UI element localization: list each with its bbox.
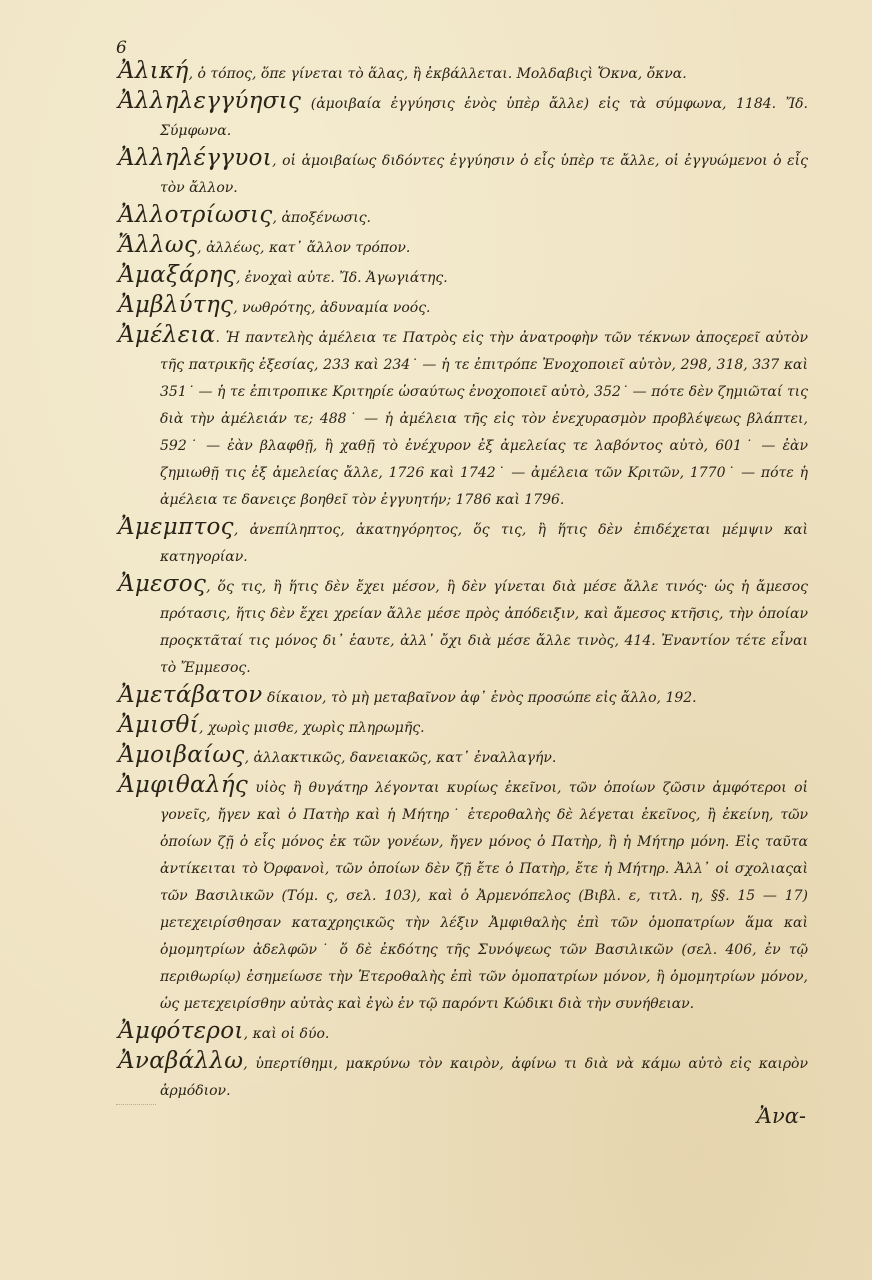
headword: Ἀμοιβαίως <box>118 742 245 768</box>
dictionary-entry: Ἀμαξάρης, ἐνοχαὶ αὐτε. Ἴδ. Ἀγωγιάτης. <box>118 262 448 288</box>
dictionary-entry: Ἄλλως, ἀλλέως, κατ᾽ ἄλλον τρόπον. <box>118 232 411 258</box>
headword: Ἀλληλεγγύησις <box>118 88 302 114</box>
headword: Ἀμαξάρης <box>118 262 236 288</box>
dictionary-entry: Ἀναβάλλω, ὑπερτίθημι, μακρύνω τὸν καιρὸν, ἀφίνω τι διὰ νὰ κάμω αὐτὸ εἰς καιρὸν ἁρμόδιον. <box>118 1048 808 1099</box>
dictionary-entry: Ἀλλοτρίωσις, ἀποξένωσις. <box>118 202 372 228</box>
dictionary-entry: Ἀμεσος, ὅς τις, ἢ ἥτις δὲν ἔχει μέσον, ἢ δὲν γίνεται διὰ μέσε ἄλλε τινός· ὡς ἡ ἄμεσος πρότασις, ἥτις δὲν ἔχει χρείαν ἄλλε μέσε πρὸς ἀπόδειξιν, καὶ ἄμεσος κτῆσις, τὴν ὁποίαν προςκτᾶταί τις μόνος δι᾽ ἑαυτε, ἀλλ᾽ ὄχι διὰ μέσε ἄλλε τινὸς, 414. Ἐναντίον τέτε εἶναι τὸ Ἔμμεσος. <box>118 571 809 676</box>
headword: Ἀλική <box>118 58 189 84</box>
headword: Ἀμεσος <box>118 571 207 597</box>
headword: Ἀμφότεροι <box>118 1018 244 1044</box>
headword: Ἀμετάβατον <box>118 682 263 708</box>
dictionary-entry: Ἀλληλέγγυοι, οἱ ἀμοιβαίως διδόντες ἐγγύησιν ὁ εἷς ὑπὲρ τε ἄλλε, οἱ ἐγγυώμενοι ὁ εἷς τὸν ἄλλον. <box>118 145 808 196</box>
definition: οἱ ἀμοιβαίως διδόντες ἐγγύησιν ὁ εἷς ὑπὲρ τε ἄλλε, οἱ ἐγγυώμενοι ὁ εἷς τὸν ἄλλον. <box>160 153 808 196</box>
definition: ἐνοχαὶ αὐτε. Ἴδ. Ἀγωγιάτης. <box>244 270 448 286</box>
definition: καὶ οἱ δύο. <box>252 1026 330 1042</box>
definition: (ἀμοιβαία ἐγγύησις ἑνὸς ὑπὲρ ἄλλε) εἰς τὰ σύμφωνα, 1184. Ἴδ. Σύμφωνα. <box>160 96 808 139</box>
definition: ὅς τις, ἢ ἥτις δὲν ἔχει μέσον, ἢ δὲν γίνεται διὰ μέσε ἄλλε τινός· ὡς ἡ ἄμεσος πρότασις, ἥτις δὲν ἔχει χρείαν ἄλλε μέσε πρὸς ἀπόδειξιν, καὶ ἄμεσος κτῆσις, τὴν ὁποίαν προςκτᾶταί τις μόνος δι᾽ ἑαυτε, ἀλλ᾽ ὄχι διὰ μέσε ἄλλε τινὸς, 414. Ἐναντίον τέτε εἶναι τὸ Ἔμμεσος. <box>160 579 809 676</box>
headword: Ἀμεμπτος <box>118 514 234 540</box>
headword: Ἀμφιθαλής <box>118 772 248 798</box>
dictionary-entry <box>118 772 808 1018</box>
headword: Ἄλλως <box>118 232 198 258</box>
dictionary-entry: Ἀμισθί, χωρὶς μισθε, χωρὶς πληρωμῆς. <box>118 712 425 738</box>
dictionary-entry <box>118 682 808 712</box>
margin-mark <box>116 1104 156 1106</box>
definition: χωρὶς μισθε, χωρὶς πληρωμῆς. <box>207 720 425 736</box>
headword: Ἀμβλύτης <box>118 292 234 318</box>
definition: ἀνεπίληπτος, ἀκατηγόρητος, ὅς τις, ἢ ἥτις δὲν ἐπιδέχεται μέμψιν καὶ κατηγορίαν. <box>160 522 808 565</box>
headword: Ἀλλοτρίωσις <box>118 202 273 228</box>
headword: Ἀμέλεια <box>118 322 216 348</box>
definition: ἀλλέως, κατ᾽ ἄλλον τρόπον. <box>206 240 411 256</box>
definition: Ἡ παντελὴς ἀμέλεια τε Πατρὸς εἰς τὴν ἀνατροφὴν τῶν τέκνων ἀποςερεῖ αὐτὸν τῆς πατρικῆς ἐξεσίας, 233 καὶ 234˙ — ἡ τε ἐπιτρόπε Ἐνοχοποιεῖ αὐτὸν, 298, 318, 337 καὶ 351˙ — ἡ τε ἐπιτροπικε Κριτηρίε ὡσαύτως ἐνοχοποιεῖ αὐτὸ, 352˙ — πότε δὲν ζημιῶταί τις διὰ τὴν ἀμέλειάν τε; 488˙ — ἡ ἀμέλεια τῆς εἰς τὸν ἐνεχυρασμὸν προβλέψεως βλάπτει, 592˙ — ἐὰν βλαφθῇ, ἢ χαθῇ τὸ ἐνέχυρον ἐξ ἀμελείας τε λαβόντος αὐτὸ, 601˙ — ἐὰν ζημιωθῇ τις ἐξ ἀμελείας ἄλλε, 1726 καὶ 1742˙ — ἀμέλεια τῶν Κριτῶν, 1770˙ — πότε ἡ ἀμέλεια τε δανειςε βοηθεῖ τὸν ἐγγυητήν; 1786 καὶ 1796. <box>160 330 808 508</box>
definition: ἀποξένωσις. <box>281 210 372 226</box>
dictionary-entry: Ἀμέλεια. Ἡ παντελὴς ἀμέλεια τε Πατρὸς εἰς τὴν ἀνατροφὴν τῶν τέκνων ἀποςερεῖ αὐτὸν τῆς πατρικῆς ἐξεσίας, 233 καὶ 234˙ — ἡ τε ἐπιτρόπε Ἐνοχοποιεῖ αὐτὸν, 298, 318, 337 καὶ 351˙ — ἡ τε ἐπιτροπικε Κριτηρίε ὡσαύτως ἐνοχοποιεῖ αὐτὸ, 352˙ — πότε δὲν ζημιῶταί τις διὰ τὴν ἀμέλειάν τε; 488˙ — ἡ ἀμέλεια τῆς εἰς τὸν ἐνεχυρασμὸν προβλέψεως βλάπτει, 592˙ — ἐὰν βλαφθῇ, ἢ χαθῇ τὸ ἐνέχυρον ἐξ ἀμελείας τε λαβόντος αὐτὸ, 601˙ — ἐὰν ζημιωθῇ τις ἐξ ἀμελείας ἄλλε, 1726 καὶ 1742˙ — ἀμέλεια τῶν Κριτῶν, 1770˙ — πότε ἡ ἀμέλεια τε δανειςε βοηθεῖ τὸν ἐγγυητήν; 1786 καὶ 1796. <box>118 322 808 508</box>
dictionary-entry: Ἀμεμπτος, ἀνεπίληπτος, ἀκατηγόρητος, ὅς τις, ἢ ἥτις δὲν ἐπιδέχεται μέμψιν καὶ κατηγορίαν. <box>118 514 808 565</box>
headword: Ἀμισθί <box>118 712 199 738</box>
dictionary-entry: Ἀμφότεροι, καὶ οἱ δύο. <box>118 1018 330 1044</box>
definition: ἀλλακτικῶς, δανειακῶς, κατ᾽ ἐναλλαγήν. <box>253 750 557 766</box>
definition: νωθρότης, ἀδυναμία νοός. <box>242 300 431 316</box>
headword: Ἀναβάλλω <box>118 1048 244 1074</box>
dictionary-entries <box>118 58 808 1105</box>
dictionary-entry <box>118 88 808 145</box>
dictionary-entry: Ἀλική, ὁ τόπος, ὅπε γίνεται τὸ ἅλας, ἢ ἐκβάλλεται. Μολδαβιςὶ Ὄκνα, ὄκνα. <box>118 58 687 84</box>
catchword: Ἀνα- <box>756 1104 806 1128</box>
dictionary-entry: Ἀμβλύτης, νωθρότης, ἀδυναμία νοός. <box>118 292 431 318</box>
definition: ὁ τόπος, ὅπε γίνεται τὸ ἅλας, ἢ ἐκβάλλεται. Μολδαβιςὶ Ὄκνα, ὄκνα. <box>197 66 687 82</box>
definition: δίκαιον, τὸ μὴ μεταβαῖνον ἀφ᾽ ἑνὸς προσώπε εἰς ἄλλο, 192. <box>267 690 697 706</box>
headword: Ἀλληλέγγυοι <box>118 145 273 171</box>
dictionary-entry: Ἀμοιβαίως, ἀλλακτικῶς, δανειακῶς, κατ᾽ ἐναλλαγήν. <box>118 742 557 768</box>
definition: ὑπερτίθημι, μακρύνω τὸν καιρὸν, ἀφίνω τι διὰ νὰ κάμω αὐτὸ εἰς καιρὸν ἁρμόδιον. <box>160 1056 808 1099</box>
definition: υἱὸς ἢ θυγάτηρ λέγονται κυρίως ἐκεῖνοι, τῶν ὁποίων ζῶσιν ἀμφότεροι οἱ γονεῖς, ἤγεν καὶ ὁ Πατὴρ καὶ ἡ Μήτηρ˙ ἑτεροθαλὴς δὲ λέγεται ἐκεῖνος, ἢ ἐκείνη, τῶν ὁποίων ζῇ ὁ εἷς μόνος ἐκ τῶν γονέων, ἤγεν μόνος ὁ Πατὴρ, ἢ ἡ Μήτηρ μόνη. Εἰς ταῦτα ἀντίκειται τὸ Ὀρφανοὶ, τῶν ὁποίων δὲν ζῇ ἔτε ὁ Πατὴρ, ἔτε ἡ Μήτηρ. Ἀλλ᾽ οἱ σχολιαςαὶ τῶν Βασιλικῶν (Τόμ. ς, σελ. 103), καὶ ὁ Ἀρμενόπελος (Βιβλ. ε, τιτλ. η, §§. 15 — 17) μετεχειρίσθησαν καταχρηςικῶς τὴν λέξιν Ἀμφιθαλὴς ἐπὶ τῶν ὁμοπατρίων ἅμα καὶ ὁμομητρίων ἀδελφῶν˙ ὅ δὲ ἐκδότης τῆς Συνόψεως τῶν Βασιλικῶν (σελ. 406, ἐν τῷ περιθωρίῳ) ἐσημείωσε τὴν Ἑτεροθαλὴς ἐπὶ τῶν ὁμοπατρίων μόνον, ἢ ὁμομητρίων μόνον, ὡς μετεχειρίσθην αὐτὰς καὶ ἐγὼ ἐν τῷ παρόντι Κώδικι διὰ τὴν συνήθειαν. <box>160 780 808 1012</box>
page-number: 6 <box>116 38 127 58</box>
